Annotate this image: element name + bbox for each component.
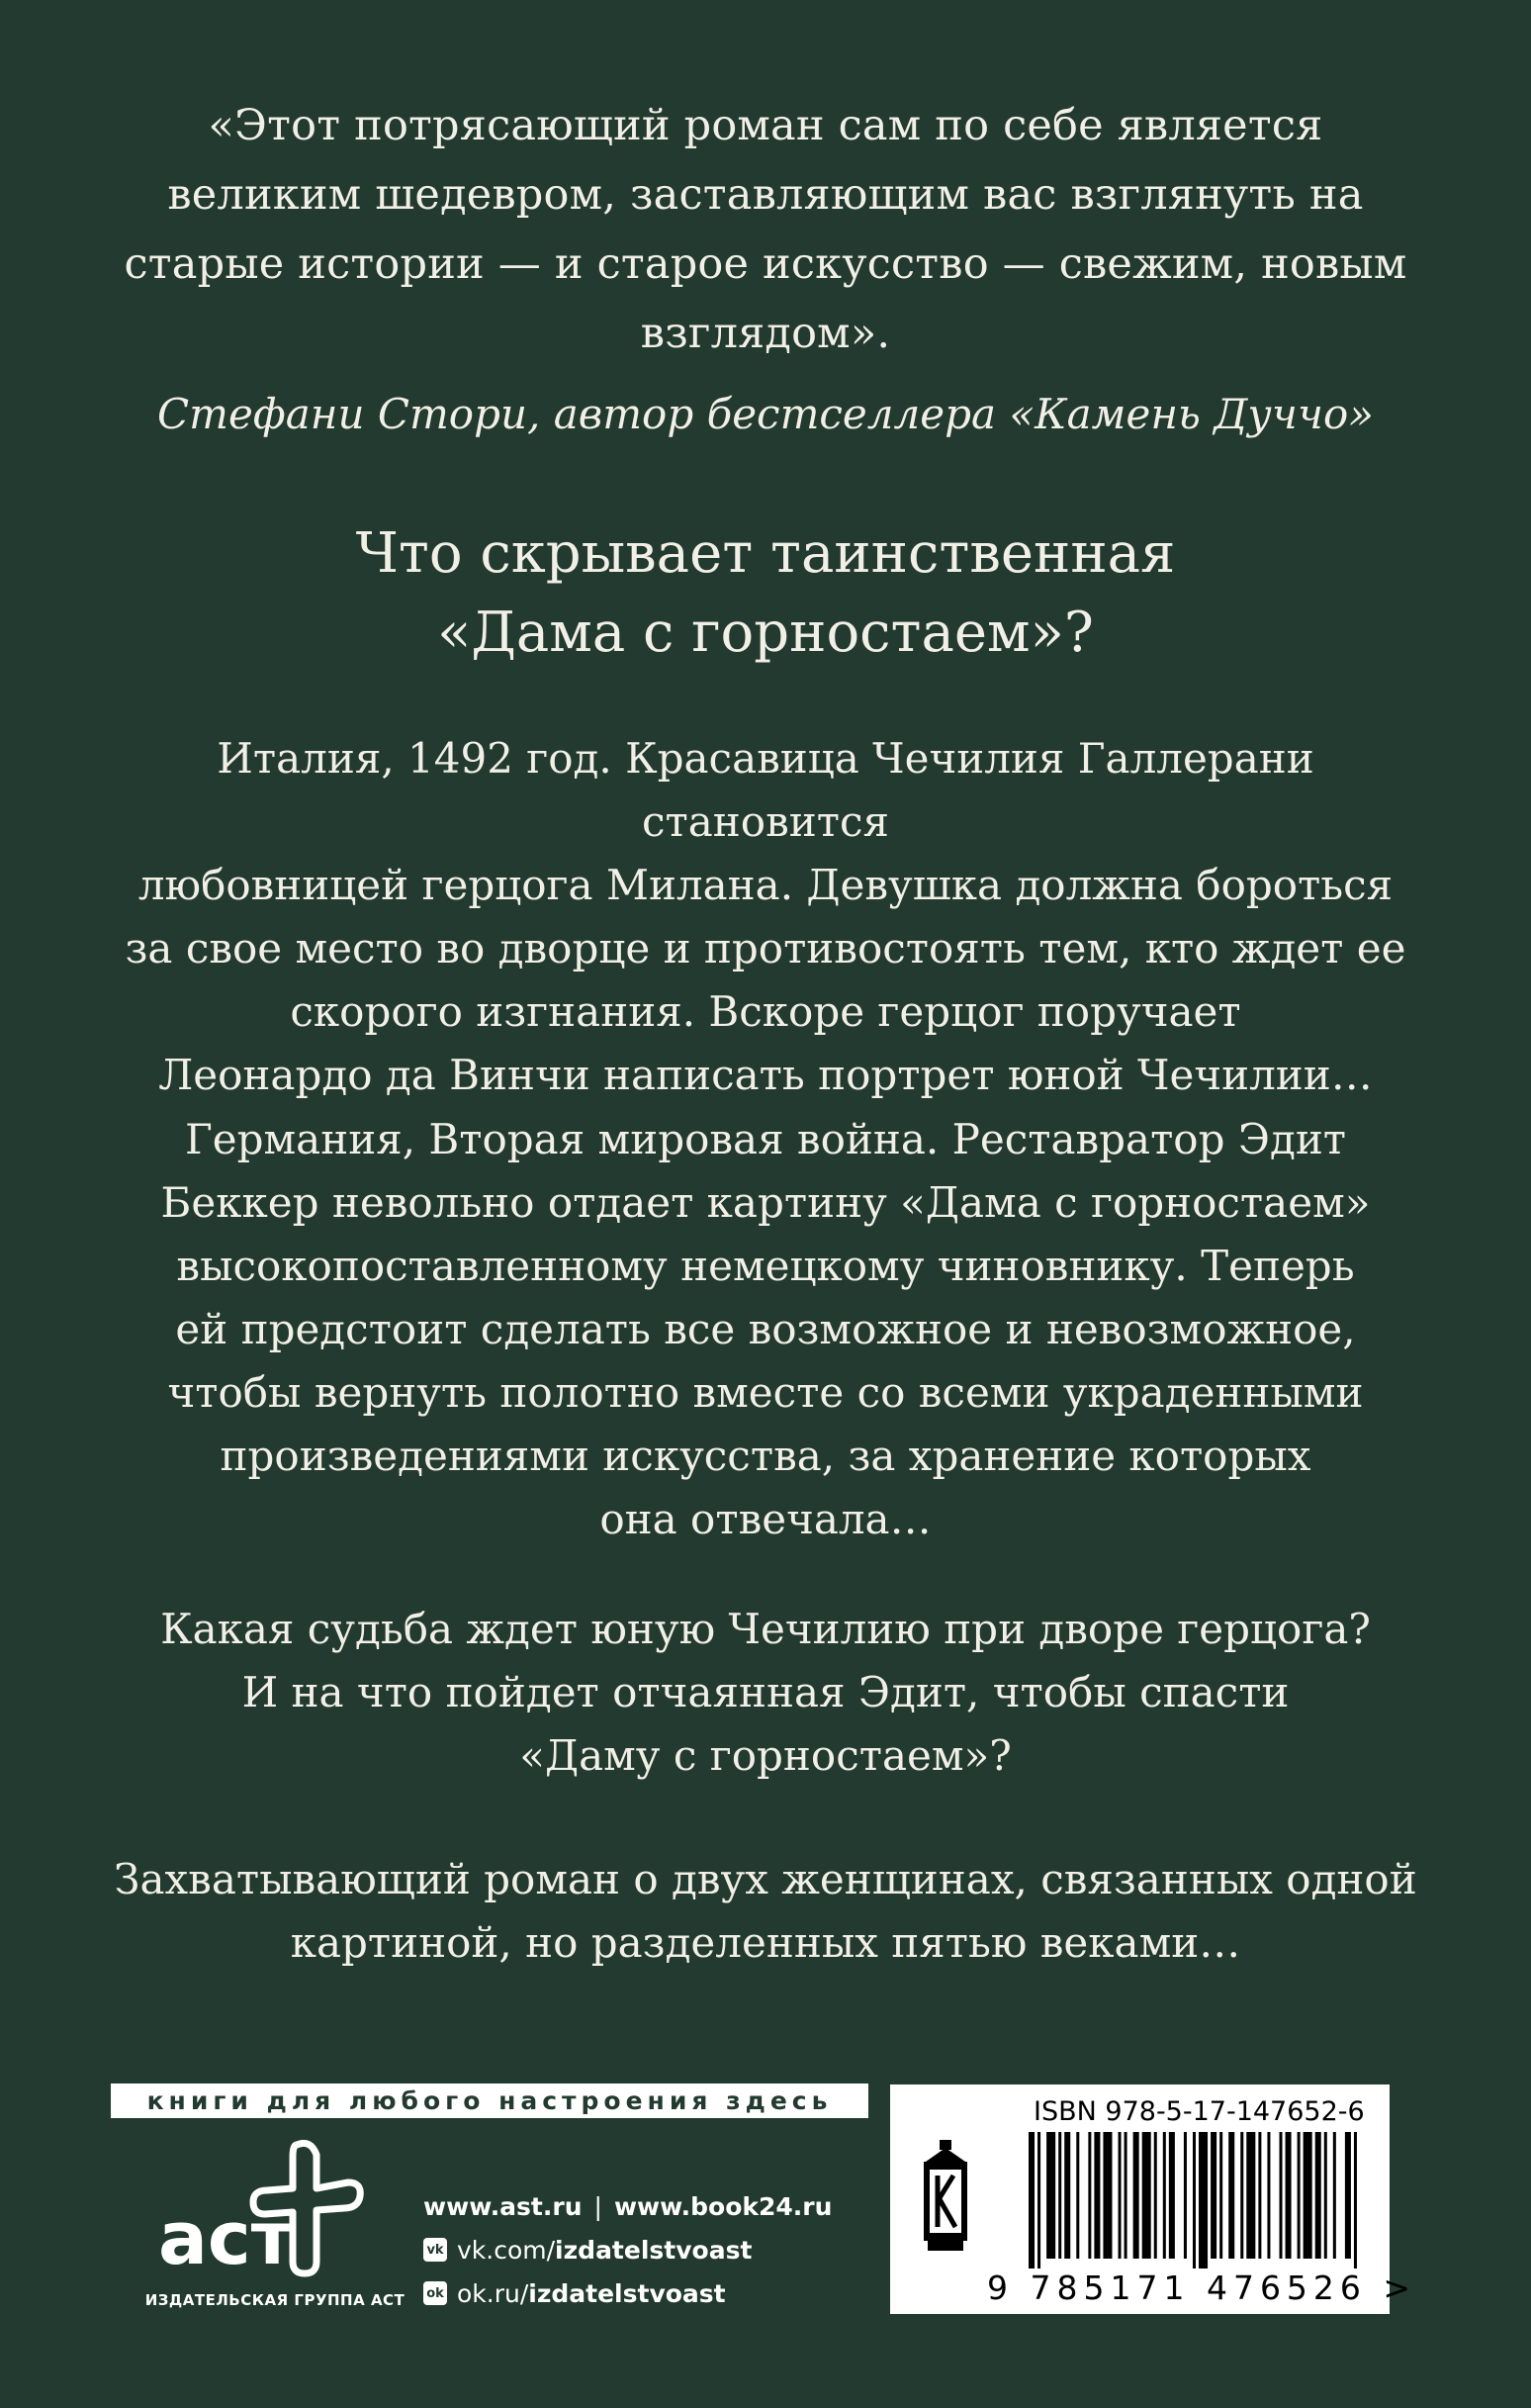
quote-line: взглядом».: [640, 309, 891, 358]
barcode-bar: [1184, 2132, 1187, 2259]
lantern-letter-icon: [918, 2140, 973, 2259]
isbn-text: ISBN 978-5-17-147652-6: [1034, 2096, 1365, 2127]
barcode-bar: [1333, 2132, 1336, 2259]
barcode-bar: [1211, 2132, 1216, 2259]
paragraph-line: Беккер невольно отдает картину «Дама с горностаем»: [160, 1178, 1371, 1227]
paragraph-line: скорого изгнания. Вскоре герцог поручает: [290, 987, 1241, 1036]
paragraph-line: за свое место во дворце и противостоять тем, кто ждет ее: [125, 924, 1406, 972]
vk-icon: vk: [423, 2238, 447, 2262]
barcode-bar: [1324, 2132, 1327, 2259]
paragraph-line: ей предстоит сделать все возможное и невозможное,: [175, 1305, 1356, 1353]
quote-line: старые истории — и старое искусство — свежим, новым: [124, 239, 1407, 289]
barcode-bar: [1246, 2132, 1255, 2259]
barcode-bar: [1315, 2132, 1321, 2259]
ok-handle: izdatelstvoast: [528, 2278, 726, 2308]
quote-line: «Этот потрясающий роман сам по себе является: [208, 101, 1323, 150]
review-quote: [89, 91, 1442, 449]
paragraph-line: картиной, но разделенных пятью веками…: [290, 1918, 1241, 1967]
paragraph-germany: [89, 1108, 1442, 1551]
vk-prefix: vk.com/: [457, 2235, 556, 2265]
barcode-bar: [1199, 2132, 1208, 2269]
barcode-bar: [1304, 2132, 1312, 2259]
barcode-bar: [1088, 2132, 1091, 2259]
headline-line: Что скрывает таинственная: [355, 521, 1176, 586]
slogan-bar: [111, 2084, 868, 2118]
publisher-links: [423, 2184, 832, 2315]
paragraph-line: она отвечала…: [599, 1495, 932, 1543]
vk-row[interactable]: [423, 2228, 832, 2271]
slogan-text: книги для любого настроения здесь: [146, 2086, 833, 2115]
headline: [89, 514, 1442, 673]
headline-line: «Дама с горностаем»?: [437, 601, 1094, 665]
barcode-bar: [1037, 2132, 1040, 2269]
vk-handle: izdatelstvoast: [555, 2235, 753, 2265]
logo-text: аст: [158, 2196, 294, 2281]
paragraph-line: «Даму с горностаем»?: [519, 1731, 1012, 1780]
quote-text: [89, 91, 1442, 368]
barcode-bar: [1345, 2132, 1351, 2259]
barcode-bar: [1258, 2132, 1261, 2259]
barcode-bar: [1125, 2132, 1127, 2259]
paragraph-line: Италия, 1492 год. Красавица Чечилия Галлерани становится: [217, 734, 1314, 846]
barcode-bar: [1219, 2132, 1222, 2259]
barcode-bar: [1286, 2132, 1292, 2259]
paragraph-line: любовницей герцога Милана. Девушка должна бороться: [137, 861, 1394, 909]
paragraph-line: произведениями искусства, за хранение которых: [220, 1432, 1311, 1480]
barcode-bar: [1046, 2132, 1055, 2259]
ok-row[interactable]: [423, 2271, 832, 2315]
barcode-bar: [1298, 2132, 1301, 2259]
site-link-ast[interactable]: www.ast.ru: [423, 2191, 583, 2221]
paragraph-summary: [89, 1848, 1442, 1975]
barcode-bar: [1163, 2132, 1166, 2259]
site-link-book24[interactable]: www.book24.ru: [613, 2191, 833, 2221]
paragraph-italy: [89, 727, 1442, 1107]
barcode-bar: [1154, 2132, 1157, 2259]
paragraph-line: чтобы вернуть полотно вместе со всеми украденными: [167, 1368, 1364, 1417]
barcode-bar: [1064, 2132, 1070, 2259]
barcode-box: [890, 2084, 1417, 2314]
sites-row: [423, 2184, 832, 2228]
ok-icon: ok: [423, 2281, 447, 2305]
barcode-bar: [1094, 2132, 1100, 2259]
quote-author: Стефани Стори, автор бестселлера «Камень Дуччо»: [157, 390, 1374, 438]
separator: |: [593, 2191, 602, 2221]
publisher-caption: ИЗДАТЕЛЬСКАЯ ГРУППА АСТ: [144, 2291, 405, 2309]
barcode-bar: [1076, 2132, 1079, 2259]
barcode-bar: [1029, 2132, 1035, 2269]
barcode-bar: [1142, 2132, 1151, 2259]
barcode-bar: [1133, 2132, 1139, 2259]
paragraph-line: Захватывающий роман о двух женщинах, связанных одной: [114, 1855, 1417, 1903]
paragraph-line: Германия, Вторая мировая война. Реставратор Эдит: [184, 1115, 1347, 1163]
barcode-bar: [1119, 2132, 1122, 2259]
paragraph-line: И на что пойдет отчаянная Эдит, чтобы спасти: [241, 1668, 1290, 1716]
paragraph-questions: [89, 1598, 1442, 1788]
barcode-bar: [1240, 2132, 1243, 2259]
paragraph-line: Какая судьба ждет юную Чечилию при дворе герцога?: [160, 1605, 1371, 1653]
paragraph-line: Леонардо да Винчи написать портрет юной Чечилии…: [158, 1051, 1373, 1099]
barcode-digits: 9 785171 476526 >: [987, 2269, 1417, 2307]
barcode-bar: [1267, 2132, 1270, 2259]
paragraph-line: высокопоставленному немецкому чиновнику. Теперь: [176, 1242, 1355, 1290]
barcode-bar: [1193, 2132, 1196, 2269]
barcode-bar: [1058, 2132, 1061, 2259]
quote-line: великим шедевром, заставляющим вас взглянуть на: [167, 170, 1364, 220]
barcode-bar: [1354, 2132, 1357, 2269]
barcode-bar: [1280, 2132, 1283, 2259]
barcode-bar: [1228, 2132, 1234, 2259]
ok-prefix: ok.ru/: [457, 2278, 529, 2308]
barcode-image: [1029, 2132, 1363, 2269]
barcode-bar: [1169, 2132, 1175, 2259]
ast-logo: [148, 2137, 405, 2295]
barcode-bar: [1103, 2132, 1112, 2259]
